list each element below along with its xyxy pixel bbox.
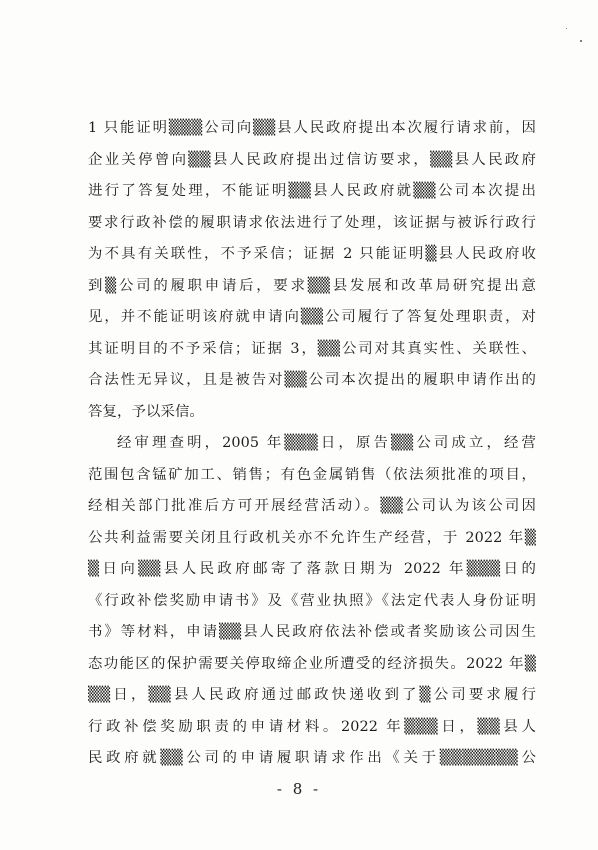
text-line: 要求行政补偿的履职请求依法进行了处理，该证据与被诉行政行 — [88, 214, 536, 231]
text-line: 民政府就▒▒公司的申请履职请求作出《关于▒▒▒▒▒▒▒公 — [88, 750, 536, 766]
text-line: 其证明目的不予采信；证据 3，▒▒公司对其真实性、关联性、 — [88, 340, 536, 357]
text-line: 行政补偿奖励职责的申请材料。2022 年▒▒▒日，▒▒县人 — [88, 718, 536, 735]
document-body — [88, 113, 536, 775]
text-line: 见，并不能证明该府就申请向▒▒公司履行了答复处理职责，对 — [88, 309, 536, 325]
text-line: 为不具有关联性，不予采信；证据 2 只能证明▒县人民政府收 — [88, 246, 536, 262]
text-line: 进行了答复处理，不能证明▒▒县人民政府就▒▒公司本次提出 — [88, 183, 536, 199]
text-line: 范围包含锰矿加工、销售；有色金属销售（依法须批准的项目， — [88, 466, 536, 483]
text-line: 态功能区的保护需要关停取缔企业所遭受的经济损失。2022 年▒ — [88, 655, 536, 672]
text-line: ▒▒日，▒▒县人民政府通过邮政快递收到了▒公司要求履行 — [88, 687, 536, 703]
text-line: 《行政补偿奖励申请书》及《营业执照》《法定代表人身份证明 — [88, 592, 536, 609]
scan-speck — [580, 40, 582, 42]
text-line: 经相关部门批准后方可开展经营活动）。▒▒公司认为该公司因 — [88, 498, 536, 514]
text-line: 1 只能证明▒▒▒公司向▒▒县人民政府提出本次履行请求前，因 — [88, 120, 536, 136]
page-number: - 8 - — [276, 780, 322, 798]
text-line: 经审理查明，2005 年▒▒▒日，原告▒▒公司成立，经营 — [117, 435, 536, 451]
text-line: 企业关停曾向▒▒县人民政府提出过信访要求，▒▒县人民政府 — [88, 151, 536, 168]
scan-speck — [566, 28, 567, 29]
text-line: 公共利益需要关闭且行政机关亦不允许生产经营，于 2022 年▒ — [88, 529, 536, 546]
text-line: 合法性无异议，且是被告对▒▒公司本次提出的履职申请作出的 — [88, 372, 536, 388]
text-line: 到▒公司的履职申请后，要求▒▒县发展和改革局研究提出意 — [88, 277, 536, 294]
text-line: ▒日向▒▒县人民政府邮寄了落款日期为 2022 年▒▒▒日的 — [88, 561, 536, 577]
text-line: 答复，予以采信。 — [88, 403, 204, 420]
text-line: 书》等材料，申请▒▒县人民政府依法补偿或者奖励该公司因生 — [88, 624, 536, 640]
